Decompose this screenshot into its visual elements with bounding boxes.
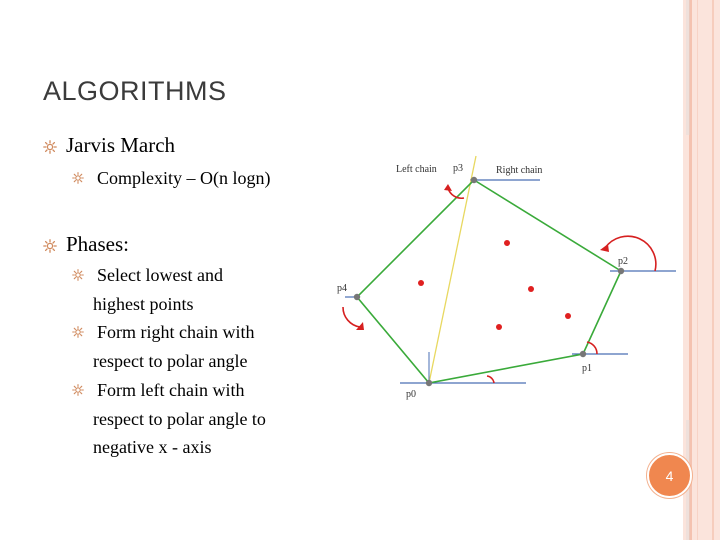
sun-icon [72, 172, 84, 184]
hull-vertices [354, 177, 624, 386]
divider-line [429, 156, 476, 383]
bullet-step-3 [93, 376, 266, 462]
label-p4: p4 [337, 283, 347, 294]
vertex-p3 [471, 177, 477, 183]
decorative-border-line [697, 0, 698, 540]
interior-point [504, 240, 510, 246]
arrow-head-p3 [444, 184, 452, 191]
angle-arc-p4 [343, 307, 360, 327]
bullet-step-1 [93, 261, 223, 318]
label-p3: p3 [453, 163, 463, 174]
vertex-p0 [426, 380, 432, 386]
bullet-step-2-line: Form right chain with [97, 322, 255, 342]
sun-icon [72, 326, 84, 338]
sun-icon [43, 140, 57, 154]
label-p1: p1 [582, 363, 592, 374]
interior-point [418, 280, 424, 286]
interior-points [418, 240, 571, 330]
label-right-chain: Right chain [496, 165, 543, 176]
arrow-heads [356, 184, 609, 330]
interior-point [565, 313, 571, 319]
convex-hull-diagram [330, 150, 680, 410]
vertex-p1 [580, 351, 586, 357]
bullet-step-3-line: negative x - axis [93, 437, 212, 457]
bullet-complexity: Complexity – O(n logn) [97, 168, 271, 188]
label-p2: p2 [618, 256, 628, 267]
bullet-step-3-line: respect to polar angle to [93, 408, 266, 429]
decorative-border-line [712, 0, 714, 540]
sun-icon [72, 269, 84, 281]
label-left-chain: Left chain [396, 164, 437, 175]
slide-title: ALGORITHMS [43, 76, 227, 106]
bullet-jarvis-march: Jarvis March [66, 133, 176, 157]
vertex-p4 [354, 294, 360, 300]
label-p0: p0 [406, 389, 416, 400]
arrow-head-p2 [600, 244, 609, 252]
angle-arc-p0 [487, 376, 494, 383]
decorative-border-shade [686, 0, 690, 135]
sun-icon [72, 384, 84, 396]
sun-icon [43, 239, 57, 253]
page-number-badge: 4 [647, 453, 692, 498]
bullet-step-2 [93, 318, 254, 375]
interior-point [528, 286, 534, 292]
bullet-phases: Phases: [66, 232, 129, 256]
vertex-p2 [618, 268, 624, 274]
bullet-step-2-line: respect to polar angle [93, 350, 248, 371]
reference-lines [345, 180, 676, 383]
interior-point [496, 324, 502, 330]
bullet-step-1-line: highest points [93, 293, 194, 314]
bullet-step-1-line: Select lowest and [97, 265, 223, 285]
bullet-step-3-line: Form left chain with [97, 380, 245, 400]
